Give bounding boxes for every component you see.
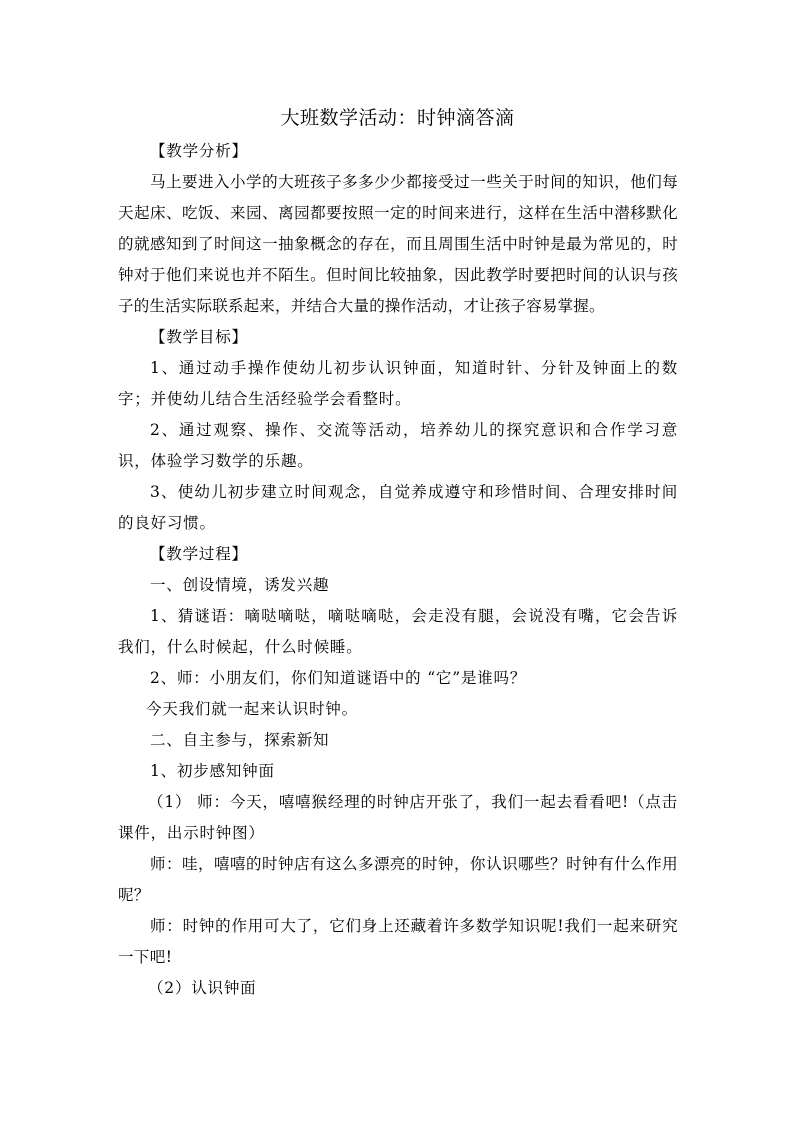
riddle-paragraph: 1、猜谜语：嘀哒嘀哒，嘀哒嘀哒，会走没有腿，会说没有嘴，它会告诉我们，什么时候起，什么时候睡。 [118, 607, 678, 656]
section-heading-process: 【教学过程】 [150, 545, 248, 563]
teacher-dialogue-3: 师：时钟的作用可大了，它们身上还藏着许多数学知识呢!我们一起来研究一下吧! [118, 917, 678, 966]
teacher-dialogue-2: 师：哇，嘻嘻的时钟店有这么多漂亮的时钟，你认识哪些？时钟有什么作用呢？ [118, 855, 678, 904]
sub-step-perceive-clock: 1、初步感知钟面 [150, 762, 275, 780]
document-title: 大班数学活动：时钟滴答滴 [280, 107, 515, 129]
teacher-dialogue-1: （1） 师：今天，嘻嘻猴经理的时钟店开张了，我们一起去看看吧!（点击课件，出示时钟图） [118, 793, 678, 842]
teacher-question: 2、师：小朋友们，你们知道谜语中的 “它”是谁吗？ [150, 669, 527, 687]
process-step-2-heading: 二、自主参与，探索新知 [150, 731, 330, 749]
document-body [118, 136, 678, 1004]
goal-item-3: 3、使幼儿初步建立时间观念，自觉养成遵守和珍惜时间、合理安排时间的良好习惯。 [118, 483, 678, 532]
analysis-paragraph: 马上要进入小学的大班孩子多多少少都接受过一些关于时间的知识，他们每天起床、吃饭、来园、离园都要按照一定的时间来进行，这样在生活中潜移默化的就感知到了时间这一抽象概念的存在，而且周围生活中时钟是最为常见的，时钟对于他们来说也并不陌生。但时间比较抽象，因此教学时要把时间的认识与孩子的生活实际联系起来，并结合大量的操作活动，才让孩子容易掌握。 [118, 173, 678, 315]
goal-item-1: 1、通过动手操作使幼儿初步认识钟面，知道时针、分针及钟面上的数字；并使幼儿结合生活经验学会看整时。 [118, 359, 678, 408]
sub-step-know-clock-face: （2）认识钟面 [148, 979, 257, 997]
section-heading-analysis: 【教学分析】 [150, 142, 248, 160]
goal-item-2: 2、通过观察、操作、交流等活动，培养幼儿的探究意识和合作学习意识，体验学习数学的乐趣。 [118, 421, 678, 470]
process-step-1-heading: 一、创设情境，诱发兴趣 [150, 576, 330, 594]
section-heading-goals: 【教学目标】 [150, 328, 248, 346]
intro-sentence: 今天我们就一起来认识时钟。 [146, 700, 358, 718]
